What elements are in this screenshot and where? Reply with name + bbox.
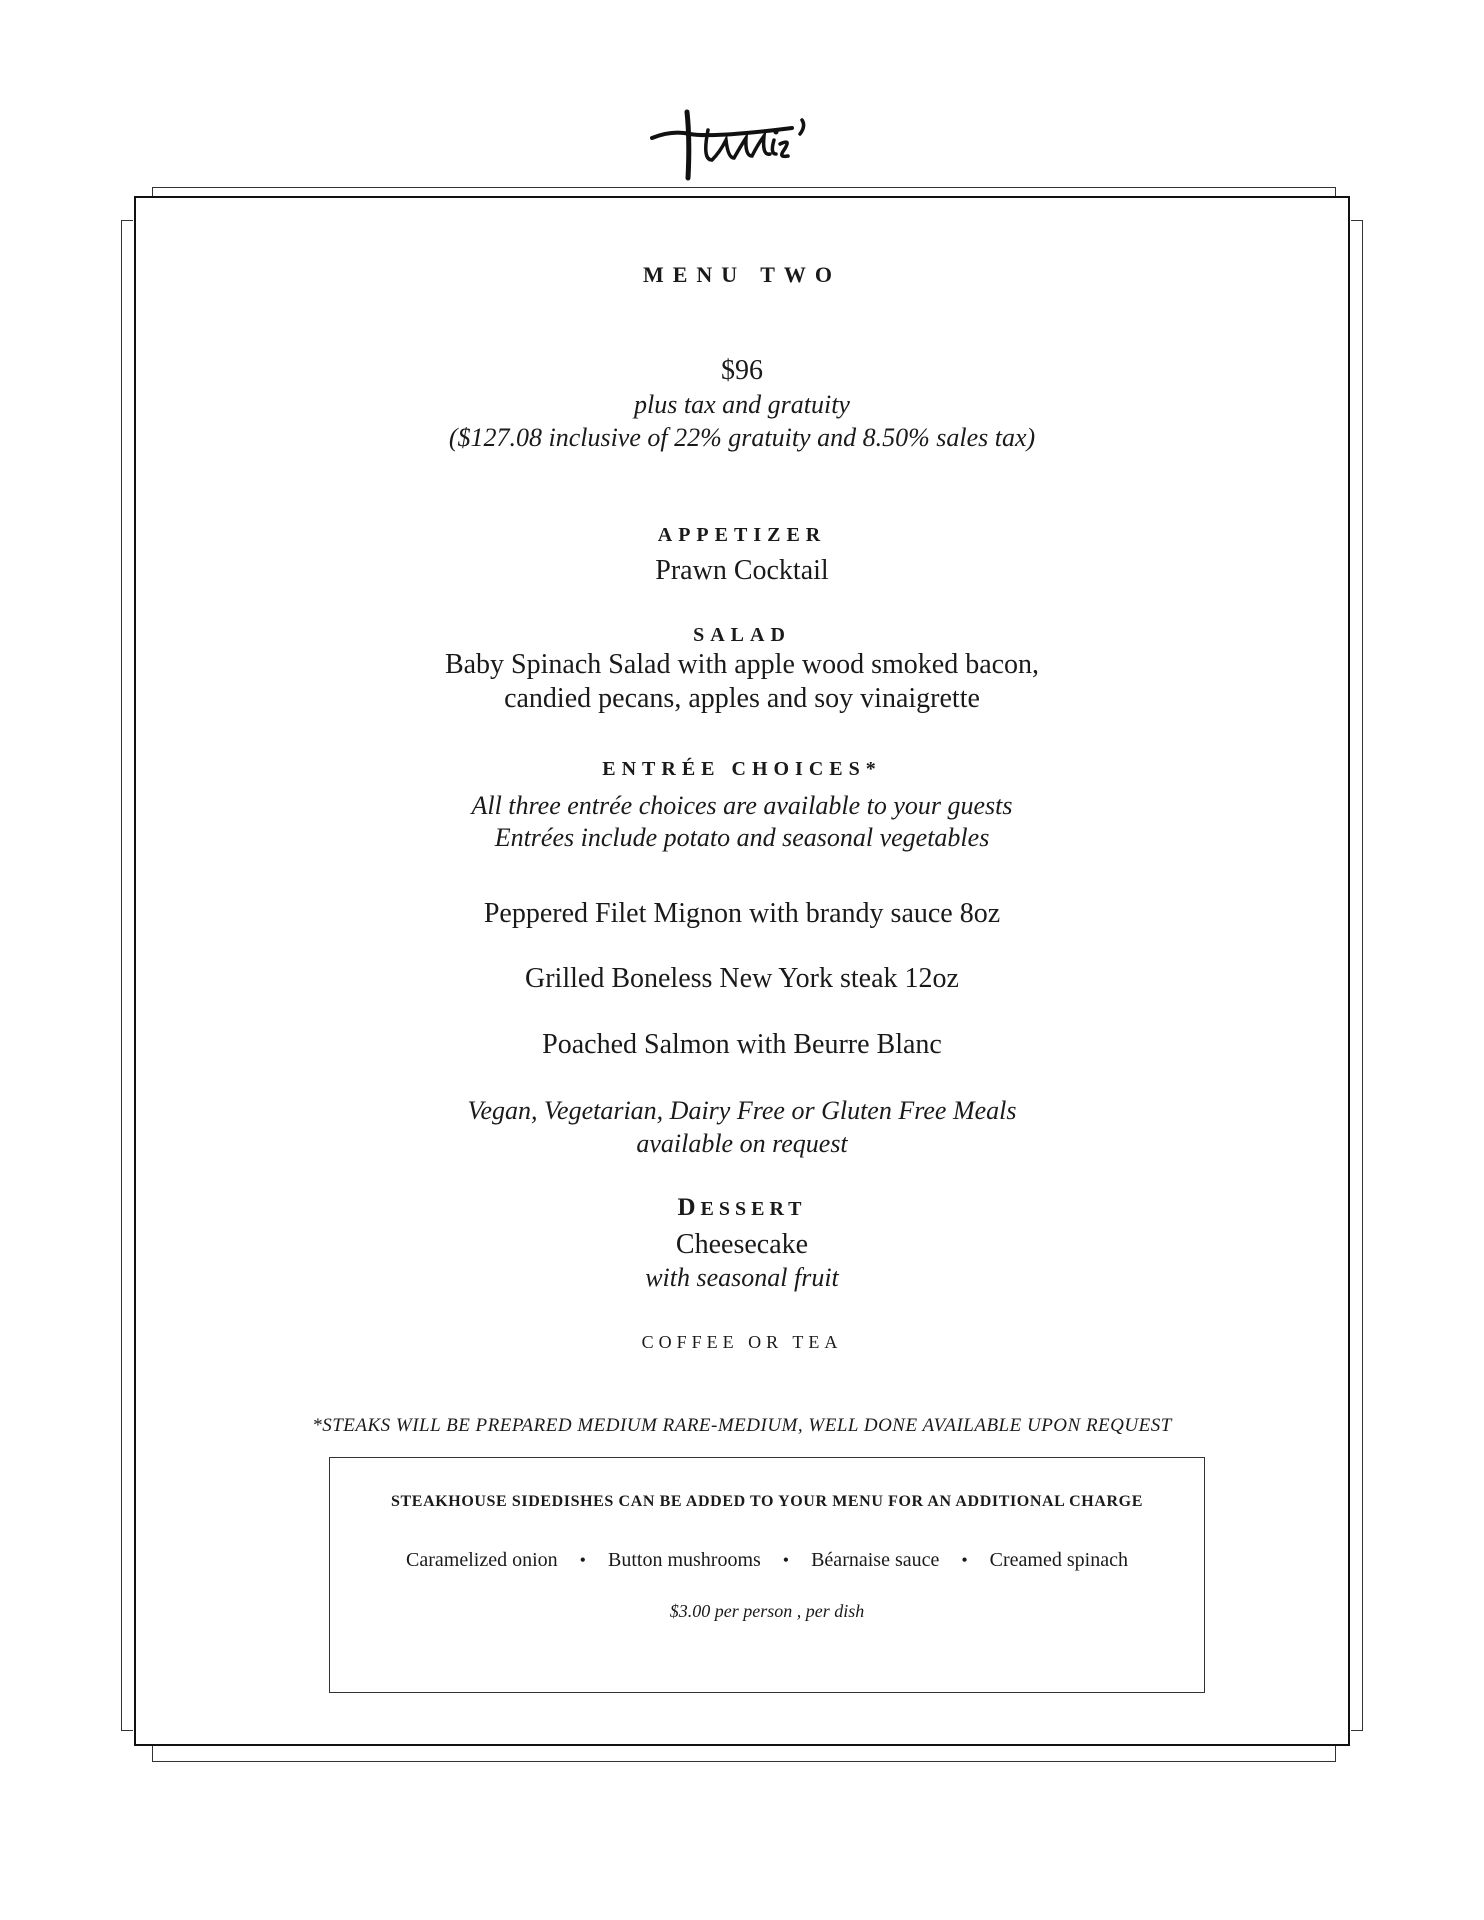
frame-line-right <box>1362 220 1363 1730</box>
salad-line-1: Baby Spinach Salad with apple wood smoked bacon, <box>444 649 1040 680</box>
appetizer-heading: APPETIZER <box>657 524 827 546</box>
sidedish-item: Béarnaise sauce <box>811 1549 940 1571</box>
entree-item: Grilled Boneless New York steak 12oz <box>525 963 959 994</box>
entree-heading: ENTRÉE CHOICES* <box>602 758 882 780</box>
sidedish-item: Caramelized onion <box>406 1549 558 1571</box>
frame-corner <box>152 1746 153 1761</box>
harris-logo <box>642 100 842 190</box>
dietary-note-2: available on request <box>636 1129 848 1158</box>
sidedish-item: Creamed spinach <box>989 1549 1128 1571</box>
bullet-separator: • <box>961 1550 968 1570</box>
frame-corner <box>121 1730 133 1731</box>
dessert-heading <box>134 1194 1350 1222</box>
dessert-heading-rest: ESSERT <box>700 1198 807 1220</box>
sidedishes-price: $3.00 per person , per dish <box>669 1601 865 1621</box>
sidedishes-title: STEAKHOUSE SIDEDISHES CAN BE ADDED TO YOUR MENU FOR AN ADDITIONAL CHARGE <box>391 1493 1143 1510</box>
salad-line-2: candied pecans, apples and soy vinaigrette <box>504 683 980 714</box>
entree-item: Peppered Filet Mignon with brandy sauce 8oz <box>483 898 1001 929</box>
salad-heading: SALAD <box>693 624 791 646</box>
frame-line-left <box>121 220 122 1730</box>
frame-corner <box>152 187 153 196</box>
steak-note: *STEAKS WILL BE PREPARED MEDIUM RARE-MEDIUM, WELL DONE AVAILABLE UPON REQUEST <box>312 1415 1172 1436</box>
bullet-separator: • <box>782 1550 790 1570</box>
frame-corner <box>1335 187 1336 196</box>
coffee-or-tea: COFFEE OR TEA <box>641 1332 843 1352</box>
frame-corner <box>1351 1730 1363 1731</box>
dessert-item: Cheesecake <box>675 1229 809 1260</box>
frame-line-top <box>152 187 1336 188</box>
entree-item: Poached Salmon with Beurre Blanc <box>542 1029 942 1060</box>
frame-corner <box>121 220 133 221</box>
dietary-note-1: Vegan, Vegetarian, Dairy Free or Gluten Free Meals <box>467 1096 1017 1125</box>
sidedishes-list <box>330 1549 1204 1572</box>
entree-note-1: All three entrée choices are available to your guests <box>471 791 1013 820</box>
price-inclusive: ($127.08 inclusive of 22% gratuity and 8.50% sales tax) <box>448 423 1036 452</box>
sidedish-item: Button mushrooms <box>607 1549 761 1571</box>
frame-line-bottom <box>152 1761 1336 1762</box>
frame-corner <box>1335 1746 1336 1761</box>
dessert-heading-initial: D <box>677 1194 701 1221</box>
sidedishes-box <box>329 1457 1205 1693</box>
price: $96 <box>721 355 763 386</box>
menu-title: MENU TWO <box>642 262 842 287</box>
dessert-sub: with seasonal fruit <box>645 1263 839 1292</box>
appetizer-item: Prawn Cocktail <box>655 555 829 586</box>
entree-note-2: Entrées include potato and seasonal vegetables <box>494 823 990 852</box>
frame-corner <box>1351 220 1363 221</box>
bullet-separator: • <box>579 1550 586 1570</box>
harris-logo-script <box>642 100 842 190</box>
price-note: plus tax and gratuity <box>634 390 850 419</box>
